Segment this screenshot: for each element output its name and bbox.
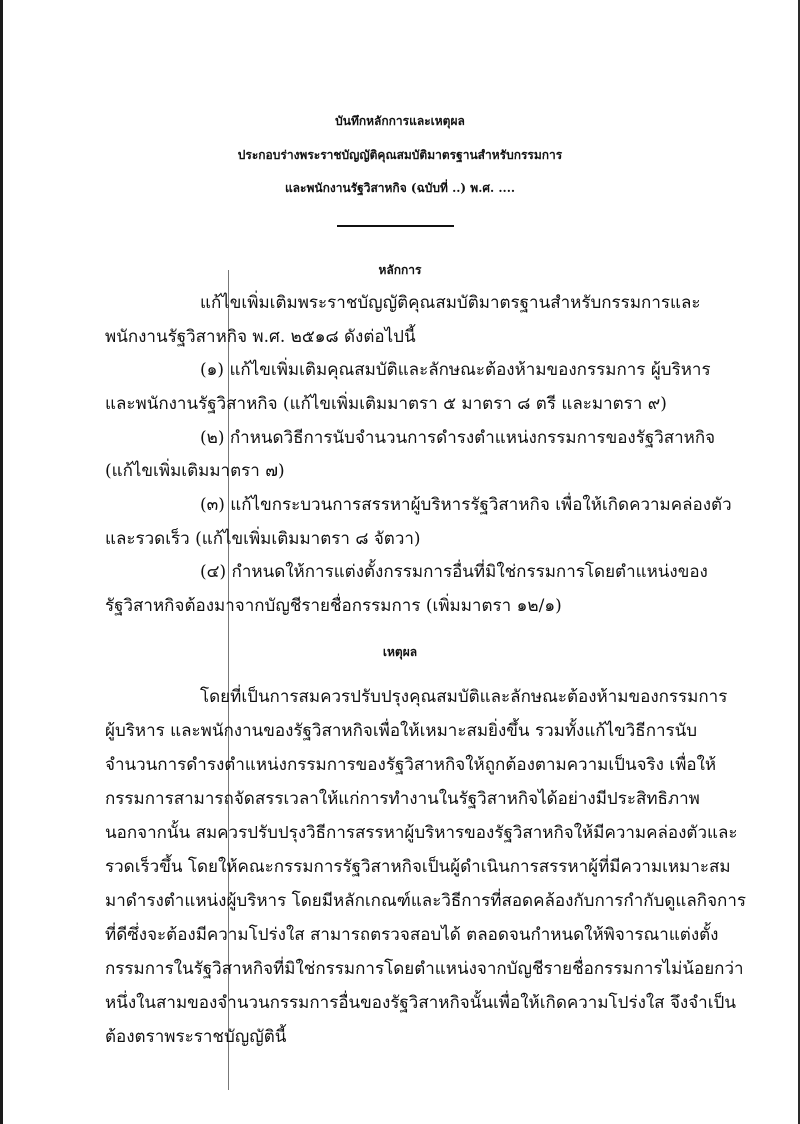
document-title-line3: และพนักงานรัฐวิสาหกิจ (ฉบับที่ ..) พ.ศ. ....	[284, 181, 516, 195]
reasons-line: ต้องตราพระราชบัญญัตินี้	[105, 1027, 287, 1047]
principle-item4-line1: (๔) กำหนดให้การแต่งตั้งกรรมการอื่นที่มิใช่กรรมการโดยตำแหน่งของ	[200, 562, 708, 582]
reasons-line: ที่ดีซึ่งจะต้องมีความโปร่งใส สามารถตรวจสอบได้ ตลอดจนกำหนดให้พิจารณาแต่งตั้ง	[105, 925, 719, 945]
document-title-line1: บันทึกหลักการและเหตุผล	[335, 114, 465, 128]
principle-item3-line2: และรวดเร็ว (แก้ไขเพิ่มเติมมาตรา ๘ จัตวา)	[105, 529, 421, 549]
principle-item1-line2: และพนักงานรัฐวิสาหกิจ (แก้ไขเพิ่มเติมมาตรา ๕ มาตรา ๘ ตรี และมาตรา ๙)	[105, 394, 667, 414]
principles-heading: หลักการ	[378, 263, 422, 277]
principle-item1-line1: (๑) แก้ไขเพิ่มเติมคุณสมบัติและลักษณะต้องห้ามของกรรมการ ผู้บริหาร	[200, 360, 711, 380]
reasons-line: หนึ่งในสามของจำนวนกรรมการอื่นของรัฐวิสาหกิจนั้นเพื่อให้เกิดความโปร่งใส จึงจำเป็น	[105, 993, 736, 1013]
document-title-line2: ประกอบร่างพระราชบัญญัติคุณสมบัติมาตรฐานสำหรับกรรมการ	[237, 148, 563, 162]
reasons-line: จำนวนการดำรงตำแหน่งกรรมการของรัฐวิสาหกิจให้ถูกต้องตามความเป็นจริง เพื่อให้	[105, 755, 717, 775]
principles-intro-line1: แก้ไขเพิ่มเติมพระราชบัญญัติคุณสมบัติมาตรฐานสำหรับกรรมการและ	[200, 293, 701, 313]
reasons-line: รวดเร็วขึ้น โดยให้คณะกรรมการรัฐวิสาหกิจเป็นผู้ดำเนินการสรรหาผู้ที่มีความเหมาะสม	[105, 857, 731, 877]
title-divider	[337, 225, 454, 227]
principles-intro-line2: พนักงานรัฐวิสาหกิจ พ.ศ. ๒๕๑๘ ดังต่อไปนี้	[105, 327, 416, 347]
reasons-line: กรรมการสามารถจัดสรรเวลาให้แก่การทำงานในรัฐวิสาหกิจได้อย่างมีประสิทธิภาพ	[105, 789, 700, 809]
scan-edge-left	[0, 0, 3, 1124]
principle-item4-line2: รัฐวิสาหกิจต้องมาจากบัญชีรายชื่อกรรมการ (เพิ่มมาตรา ๑๒/๑)	[105, 596, 562, 616]
reasons-line: โดยที่เป็นการสมควรปรับปรุงคุณสมบัติและลักษณะต้องห้ามของกรรมการ	[200, 687, 728, 707]
principle-item3-line1: (๓) แก้ไขกระบวนการสรรหาผู้บริหารรัฐวิสาหกิจ เพื่อให้เกิดความคล่องตัว	[200, 495, 732, 515]
reasons-line: กรรมการในรัฐวิสาหกิจที่มิใช่กรรมการโดยตำแหน่งจากบัญชีรายชื่อกรรมการไม่น้อยกว่า	[105, 959, 744, 979]
reasons-line: นอกจากนั้น สมควรปรับปรุงวิธีการสรรหาผู้บริหารของรัฐวิสาหกิจให้มีความคล่องตัวและ	[105, 823, 738, 843]
reasons-line: มาดำรงตำแหน่งผู้บริหาร โดยมีหลักเกณฑ์และวิธีการที่สอดคล้องกับการกำกับดูแลกิจการ	[105, 891, 746, 911]
principle-item2-line1: (๒) กำหนดวิธีการนับจำนวนการดำรงตำแหน่งกรรมการของรัฐวิสาหกิจ	[200, 428, 716, 448]
principle-item2-line2: (แก้ไขเพิ่มเติมมาตรา ๗)	[105, 461, 285, 481]
reasons-heading: เหตุผล	[382, 645, 418, 659]
reasons-line: ผู้บริหาร และพนักงานของรัฐวิสาหกิจเพื่อให้เหมาะสมยิ่งขึ้น รวมทั้งแก้ไขวิธีการนับ	[105, 721, 698, 741]
